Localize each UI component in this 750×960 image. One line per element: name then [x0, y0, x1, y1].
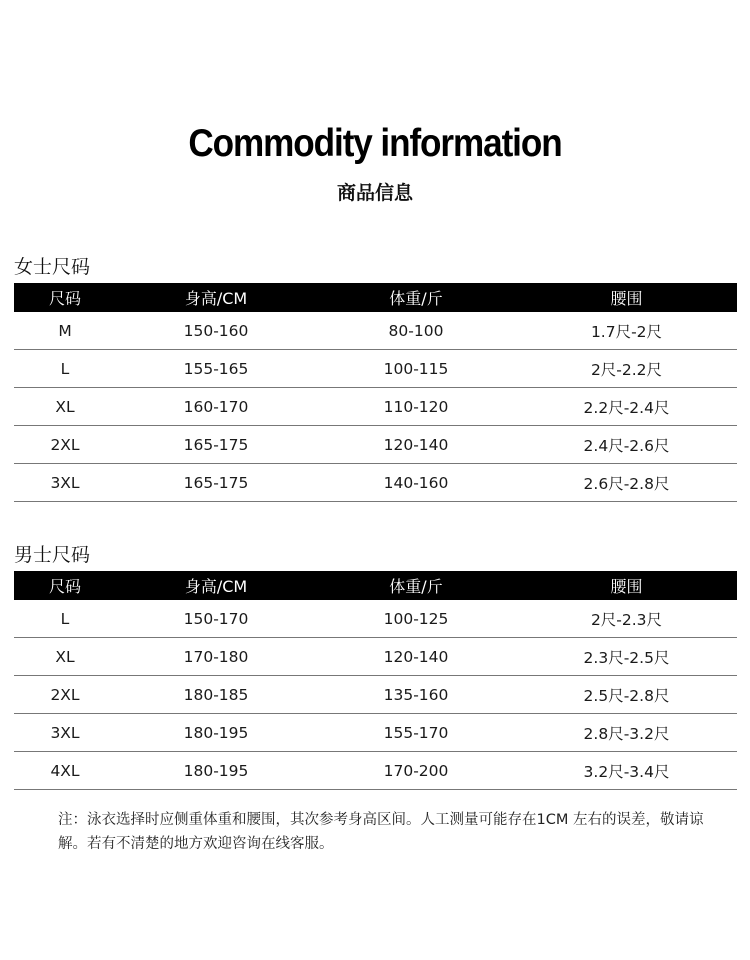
cell-waist: 2.3尺-2.5尺: [583, 648, 670, 667]
cell-size: XL: [55, 397, 75, 416]
table-row: [14, 676, 737, 714]
table-row: [14, 714, 737, 752]
table-row: [14, 312, 737, 350]
cell-size: L: [60, 609, 70, 628]
women-section-title: 女士尺码: [14, 256, 91, 278]
cell-height: 180-195: [183, 723, 249, 742]
cell-weight: 80-100: [388, 321, 444, 340]
table-row: [14, 752, 737, 790]
header-size: 尺码: [48, 577, 81, 596]
cell-size: 4XL: [50, 761, 80, 780]
table-row: [14, 600, 737, 638]
cell-waist: 2.8尺-3.2尺: [583, 724, 670, 743]
cell-weight: 170-200: [383, 761, 449, 780]
cell-weight: 135-160: [383, 685, 449, 704]
cell-weight: 100-125: [383, 609, 449, 628]
header-waist: 腰围: [610, 577, 643, 596]
women-size-table: [14, 283, 737, 502]
cell-weight: 155-170: [383, 723, 449, 742]
table-row: [14, 426, 737, 464]
cell-waist: 3.2尺-3.4尺: [583, 762, 670, 781]
men-section-title: 男士尺码: [14, 544, 91, 566]
cell-size: M: [58, 321, 72, 340]
cell-waist: 2.4尺-2.6尺: [583, 436, 670, 455]
cell-waist: 2.2尺-2.4尺: [583, 398, 670, 417]
table-row: [14, 638, 737, 676]
table-row: [14, 388, 737, 426]
header-size: 尺码: [48, 289, 81, 308]
table-header: [14, 283, 737, 312]
page-subtitle: 商品信息: [336, 182, 413, 204]
cell-size: 2XL: [50, 435, 80, 454]
cell-size: 2XL: [50, 685, 80, 704]
header-waist: 腰围: [610, 289, 643, 308]
header-weight: 体重/斤: [389, 289, 443, 308]
cell-waist: 2.5尺-2.8尺: [583, 686, 670, 705]
cell-height: 150-160: [183, 321, 249, 340]
sizing-note: 注：泳衣选择时应侧重体重和腰围，其次参考身高区间。人工测量可能存在1CM 左右的误差，敬请谅解。若有不清楚的地方欢迎咨询在线客服。: [58, 812, 704, 852]
cell-weight: 110-120: [383, 397, 449, 416]
cell-weight: 100-115: [383, 359, 449, 378]
cell-height: 160-170: [183, 397, 249, 416]
cell-height: 165-175: [183, 435, 249, 454]
cell-waist: 2尺-2.3尺: [590, 610, 663, 629]
table-row: [14, 464, 737, 502]
header-height: 身高/CM: [184, 289, 248, 308]
cell-height: 150-170: [183, 609, 249, 628]
cell-size: 3XL: [50, 473, 80, 492]
cell-height: 180-185: [183, 685, 249, 704]
cell-waist: 2尺-2.2尺: [590, 360, 663, 379]
cell-weight: 120-140: [383, 647, 449, 666]
cell-size: XL: [55, 647, 75, 666]
cell-waist: 1.7尺-2尺: [590, 322, 663, 341]
cell-weight: 140-160: [383, 473, 449, 492]
table-row: [14, 350, 737, 388]
header-height: 身高/CM: [184, 577, 248, 596]
cell-height: 155-165: [183, 359, 249, 378]
cell-weight: 120-140: [383, 435, 449, 454]
cell-height: 180-195: [183, 761, 249, 780]
cell-size: L: [60, 359, 70, 378]
table-header: [14, 571, 737, 600]
cell-waist: 2.6尺-2.8尺: [583, 474, 670, 493]
header-weight: 体重/斤: [389, 577, 443, 596]
page-title: Commodity information: [188, 122, 562, 165]
cell-size: 3XL: [50, 723, 80, 742]
men-size-table: [14, 571, 737, 790]
cell-height: 165-175: [183, 473, 249, 492]
cell-height: 170-180: [183, 647, 249, 666]
